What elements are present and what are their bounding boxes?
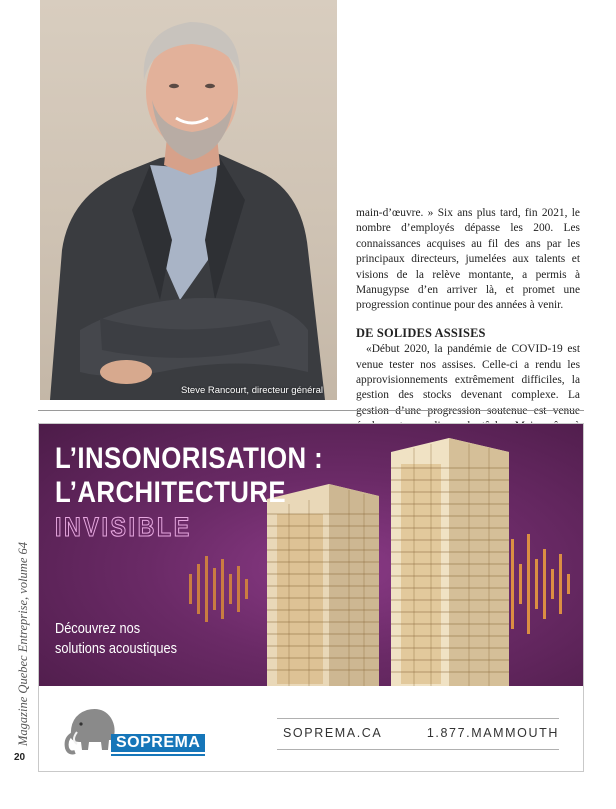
page-number: 20 (14, 752, 26, 763)
sound-wave-left (189, 556, 248, 622)
portrait-photo (40, 0, 337, 400)
article-paragraph: main-d’œuvre. » Six ans plus tard, fin 2021, le nombre d’employés dépasse les 200. Les connaissances acquises au fil des ans par les principaux directeurs, jumelées aux talents et visions de la relève montante, a permis à Manugypse d’en arriver là, et promet une progression continue pour des années à venir. (356, 207, 580, 312)
footer-line (277, 718, 559, 719)
ad-headline (55, 442, 323, 544)
soprema-logo[interactable] (63, 702, 217, 758)
soprema-advertisement[interactable] (38, 423, 584, 772)
divider (38, 410, 584, 411)
phone-number[interactable]: 1.877.MAMMOUTH (426, 726, 559, 740)
subtitle-line-1: Découvrez nos (55, 621, 141, 637)
headline-line-2: L’ARCHITECTURE (55, 476, 287, 509)
section-heading: DE SOLIDES ASSISES (356, 325, 486, 340)
ad-footer (39, 686, 583, 771)
ad-hero (39, 424, 583, 686)
magazine-label: Magazine Quebec Entreprise, volume 64 (16, 542, 30, 746)
headline-line-1: L’INSONORISATION : (55, 442, 324, 475)
footer-line (277, 749, 559, 750)
headline-line-3: INVISIBLE (55, 512, 192, 542)
right-tower (391, 438, 509, 686)
ad-subtitle (55, 619, 177, 659)
subtitle-line-2: solutions acoustiques (55, 641, 178, 657)
photo-caption: Steve Rancourt, directeur général (180, 385, 323, 396)
brand-name: SOPREMA (111, 734, 205, 752)
portrait-illustration (40, 0, 337, 400)
article-paragraph: «Début 2020, la pandémie de COVID-19 est venue tester nos assises. Celle-ci a rendu les approvisionnements extrêmement difficiles, la gestion des stocks devenant complexe. La (356, 343, 580, 402)
website-link[interactable]: SOPREMA.CA (283, 726, 383, 740)
